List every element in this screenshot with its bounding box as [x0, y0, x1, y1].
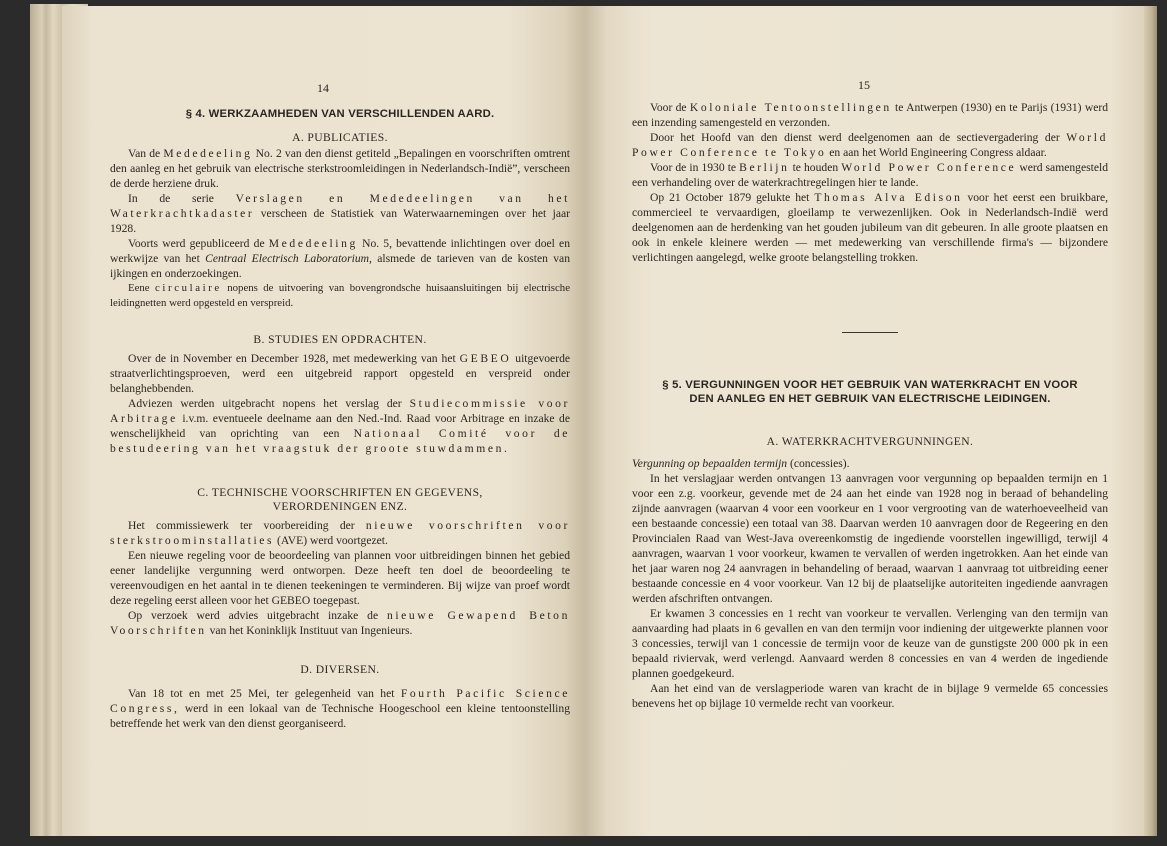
text: Door het Hoofd van den dienst werd deelgenomen aan de sectievergadering der [650, 131, 1067, 144]
text: Over de in November en December 1928, met medewerking van het [128, 352, 460, 365]
spaced-text: Mededeeling [268, 237, 358, 250]
paragraph-a2: Er kwamen 3 concessies en 1 recht van voorkeur te vervallen. Verlenging van den termijn van aanvaarding had plaats in 6 gevallen en van den termijn voor indiening der uitgewerkte plannen voor 3 concessies, terwijl van 1 concessie de termijn voor de keuze van de gunstigste 200 000 pk in een bepaald riviervak, werd verlengd. Aanvaard werden 8 concessies en van 4 werden de ingediende plannen goedgekeurd. [632, 607, 1108, 680]
text: (AVE) werd voortgezet. [274, 534, 388, 547]
subheading-publicaties: A. PUBLICATIES. [292, 131, 388, 144]
text: Eene [128, 282, 156, 294]
text: Op verzoek werd advies uitgebracht inzake de [128, 609, 387, 622]
spaced-text: nieuwe Gewapend Beton Voorschriften [110, 609, 570, 637]
spaced-text: Koloniale Tentoonstellingen [689, 101, 892, 114]
right-page [584, 6, 1144, 836]
subheading-waterkrachtvergunningen: A. WATERKRACHTVERGUNNINGEN. [766, 435, 974, 448]
text: Van 18 tot en met 25 Mei, ter gelegenheid van het [128, 687, 401, 700]
text: In de serie [128, 192, 236, 205]
text: Het commissiewerk ter voorbereiding der [128, 519, 366, 532]
spaced-text: nieuwe voorschriften voor sterkstroominstallaties [110, 519, 570, 547]
spaced-text: circulaire [155, 282, 222, 294]
page-number: 14 [317, 81, 329, 95]
text: Op 21 October 1879 gelukte het [650, 191, 815, 204]
separator-rule [632, 332, 1108, 333]
page-number: 15 [858, 78, 870, 92]
text: uitgevoerde straatverlichtingsproeven, werd een uitgebreid rapport opgesteld en verspreid onder belanghebbenden. [110, 352, 571, 395]
spaced-text: GEBEO [459, 352, 512, 365]
spaced-text: Berlijn [739, 161, 790, 174]
text: Adviezen werden uitgebracht nopens het verslag der [128, 397, 410, 410]
text: alsmede de tarieven van de kosten van ijkingen en onderzoekingen. [110, 252, 570, 280]
italic-text: Centraal Electrisch Laboratorium, [205, 252, 372, 265]
subheading-technische-voorschriften: C. TECHNISCHE VOORSCHRIFTEN EN GEGEVENS, VERORDENINGEN ENZ. [197, 486, 483, 513]
paragraph-a3: Aan het eind van de verslagperiode waren van kracht de in bijlage 9 vermelde 65 concessies benevens het op bijlage 10 vermelde recht van voorkeur. [632, 682, 1108, 710]
left-page [62, 6, 584, 836]
paragraph-b [110, 351, 570, 456]
text: te Antwerpen (1930) en te Parijs (1931) werd een inzending samengesteld en verzonden. [632, 101, 1109, 129]
paragraph-a1 [110, 146, 570, 311]
section-heading: § 5. VERGUNNINGEN VOOR HET GEBRUIK VAN WATERKRACHT EN VOOR DEN AANLEG EN HET GEBRUIK VAN ELECTRISCHE LEIDINGEN. [662, 379, 1078, 405]
text: No. 2 van den dienst getiteld „Bepalingen en voorschriften omtrent den aanleg en het gebruik van electrische sterkstroomleidingen in Nederlandsch-Indië”, verscheen de derde herziene druk. [110, 147, 570, 190]
text: werd samengesteld een verhandeling over de waterkrachtregelingen hier te lande. [632, 161, 1109, 189]
text: te houden [789, 161, 842, 174]
text: verscheen de Statistiek van Waterwaarnemingen over het jaar 1928. [110, 207, 570, 235]
subheading-studies: B. STUDIES EN OPDRACHTEN. [253, 333, 427, 346]
book-edge-right [1144, 6, 1157, 836]
section-heading: § 4. WERKZAAMHEDEN VAN VERSCHILLENDEN AARD. [185, 108, 495, 120]
spaced-text: Verslagen en Mededeelingen van het Waterkrachtkadaster [110, 192, 570, 220]
spaced-text: Nationaal Comité voor de bestudeering van het vraagstuk der groote stuwdammen. [110, 427, 570, 455]
spaced-text: World Power Conference [841, 161, 1017, 174]
text: nopens de uitvoering van bovengrondsche huisaansluitingen bij electrische leidingnetten werd opgesteld en verspreid. [110, 282, 570, 309]
paragraph-c2: Een nieuwe regeling voor de beoordeeling van plannen voor uitbreidingen binnen het gebied eener landelijke vergunning werd ontworpen. Deze heeft ten doel de beoordeeling te vereenvoudigen en het aantal in te dienen teekeningen te verminderen. Bij wijze van proef wordt deze regeling eerst alleen voor het GEBEO toegepast. [110, 549, 570, 607]
italic-heading: Vergunning op bepaalden termijn [632, 457, 788, 470]
text: Voor de [650, 101, 690, 114]
text: Voorts werd gepubliceerd de [128, 237, 269, 250]
text: voor het eerst een bruikbare, commercieel te vervaardigen, gloeilamp te verwezenlijken. Ook in Nederlandsch-Indië werd deelgenomen aan de herdenking van het gouden jubileum van dit gebeuren. In alle groote plaatsen en ook in enkele kleinere werden — met medewerking van verschillende firma's — bijzondere verlichtingen aangelegd, welke groote belangstelling trokken. [632, 191, 1108, 264]
rule-line [842, 332, 898, 333]
text: Van de [128, 147, 164, 160]
text: en aan het World Engineering Congress aldaar. [826, 146, 1047, 159]
paragraph-c [110, 518, 570, 638]
spaced-text: World Power Conference te Tokyo [632, 131, 1108, 159]
paragraph-vergunningen [632, 456, 1108, 711]
text: Voor de in 1930 te [650, 161, 740, 174]
text: (concessies). [787, 457, 850, 470]
paragraph-a1: In het verslagjaar werden ontvangen 13 aanvragen voor vergunning op bepaalden termijn en 1 voor een z.g. voorkeur, gevende met de 24 aan het einde van 1928 nog in beraad of behandeling zijnde aanvragen (waarvan 4 voor een voorkeur en 1 voor vergrooting van de waterhoeveelheid van een bestaande concessie) een totaal van 38. Daarvan werden 10 aanvragen door de Regeering en den Provincialen Raad van West-Java overeenkomstig de ingediende voorstellen ingewilligd, terwijl 4 aanvragen, waarvan 1 voor voorkeur, kwamen te vervallen of werden ingetrokken. Aan het einde van het jaar waren nog 24 aanvragen in behandeling of beraad, waarvan 1 aanvraag tot uitbreiding eener bestaande concessie en 4 voor voorkeur. Van 12 bij de plaatselijke autoriteiten ingediende aanvragen werden afschriften ontvangen. [632, 472, 1108, 605]
subheading-diversen: D. DIVERSEN. [300, 663, 380, 676]
paragraph-intro [632, 100, 1108, 265]
spaced-text: Thomas Alva Edison [814, 191, 963, 204]
spaced-text: Mededeeling [163, 147, 253, 160]
spaced-text: Studiecommissie voor Arbitrage [110, 397, 570, 425]
text: van het Koninklijk Instituut van Ingenieurs. [206, 624, 413, 637]
text: werd in een lokaal van de Technische Hoogeschool een kleine tentoonstelling betreffende het werk van den dienst georganiseerd. [110, 702, 570, 730]
text: No. 5, bevattende inlichtingen over doel en werkwijze van het [110, 237, 570, 265]
spaced-text: Fourth Pacific Science Congress, [110, 687, 570, 715]
text: i.v.m. eventueele deelname aan den Ned.-Ind. Raad voor Arbitrage en inzake de wenschelijkheid van oprichting van een [110, 412, 570, 440]
paragraph-d [110, 686, 570, 731]
